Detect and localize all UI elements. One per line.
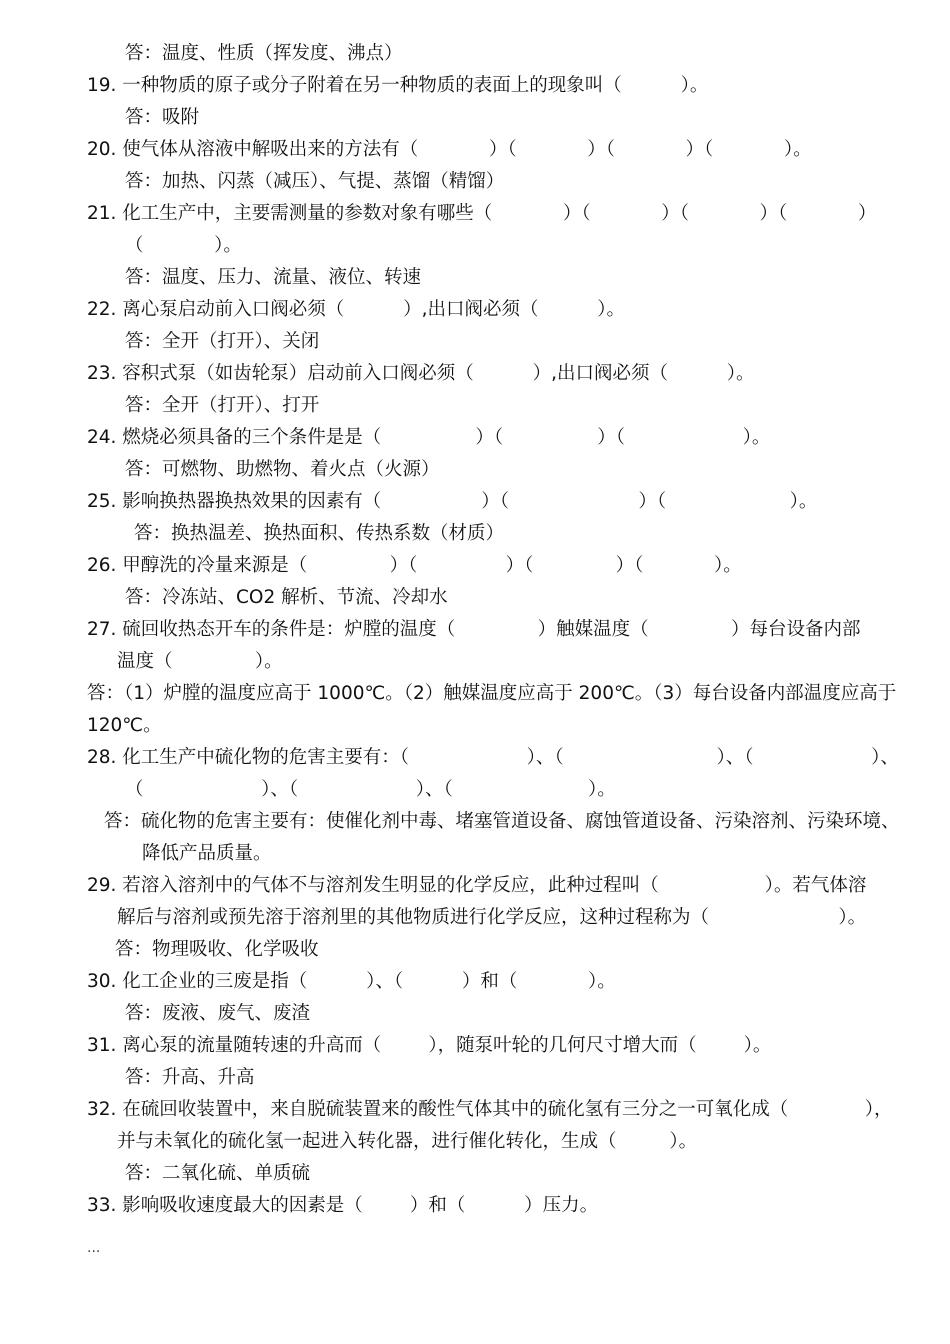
question-21: 21. 化工生产中，主要需测量的参数对象有哪些（ ）（ ）（ ）（ ） bbox=[87, 203, 877, 224]
answer-25: 答：换热温差、换热面积、传热系数（材质） bbox=[134, 523, 505, 544]
answer-30: 答：废液、废气、废渣 bbox=[125, 1003, 311, 1024]
question-20: 20. 使气体从溶液中解吸出来的方法有（ ）（ ）（ ）（ ）。 bbox=[87, 139, 812, 160]
answer-26: 答：冷冻站、CO2 解析、节流、冷却水 bbox=[125, 587, 448, 608]
question-21-cont: （ ）。 bbox=[125, 235, 242, 256]
question-33: 33. 影响吸收速度最大的因素是（ ）和（ ）压力。 bbox=[87, 1195, 599, 1216]
ellipsis: ... bbox=[87, 1240, 101, 1256]
question-28: 28. 化工生产中硫化物的危害主要有：（ ）、（ ）、（ ）、 bbox=[87, 747, 899, 768]
answer-18: 答：温度、性质（挥发度、沸点） bbox=[125, 43, 403, 64]
answer-22: 答：全开（打开）、关闭 bbox=[125, 331, 320, 352]
question-26: 26. 甲醇洗的冷量来源是（ ）（ ）（ ）（ ）。 bbox=[87, 555, 742, 576]
answer-29: 答：物理吸收、化学吸收 bbox=[115, 939, 319, 960]
answer-27: 答：（1）炉膛的温度应高于 1000℃。（2）触媒温度应高于 200℃。（3）每台设备内部温度应高于 bbox=[87, 683, 897, 704]
question-23: 23. 容积式泵（如齿轮泵）启动前入口阀必须（ ）,出口阀必须（ ）。 bbox=[87, 363, 755, 384]
question-25: 25. 影响换热器换热效果的因素有（ ）（ ）（ ）。 bbox=[87, 491, 818, 512]
answer-32: 答：二氧化硫、单质硫 bbox=[125, 1163, 311, 1184]
question-19: 19. 一种物质的原子或分子附着在另一种物质的表面上的现象叫（ ）。 bbox=[87, 75, 709, 96]
question-24: 24. 燃烧必须具备的三个条件是是（ ）（ ）（ ）。 bbox=[87, 427, 771, 448]
question-29: 29. 若溶入溶剂中的气体不与溶剂发生明显的化学反应，此种过程叫（ ）。若气体溶 bbox=[87, 875, 867, 896]
answer-19: 答：吸附 bbox=[125, 107, 200, 128]
answer-23: 答：全开（打开）、打开 bbox=[125, 395, 320, 416]
answer-24: 答：可燃物、助燃物、着火点（火源） bbox=[125, 459, 440, 480]
question-30: 30. 化工企业的三废是指（ ）、（ ）和（ ）。 bbox=[87, 971, 616, 992]
answer-28: 答：硫化物的危害主要有：使催化剂中毒、堵塞管道设备、腐蚀管道设备、污染溶剂、污染环境、 bbox=[104, 811, 900, 832]
answer-28-cont: 降低产品质量。 bbox=[142, 843, 272, 864]
question-27-cont: 温度（ ）。 bbox=[117, 651, 283, 672]
question-27: 27. 硫回收热态开车的条件是：炉膛的温度（ ）触媒温度（ ）每台设备内部 bbox=[87, 619, 861, 640]
answer-21: 答：温度、压力、流量、液位、转速 bbox=[125, 267, 422, 288]
question-31: 31. 离心泵的流量随转速的升高而（ ），随泵叶轮的几何尺寸增大而（ ）。 bbox=[87, 1035, 772, 1056]
answer-20: 答：加热、闪蒸（减压）、气提、蒸馏（精馏） bbox=[125, 171, 505, 192]
question-22: 22. 离心泵启动前入口阀必须（ ）,出口阀必须（ ）。 bbox=[87, 299, 626, 320]
question-29-cont: 解后与溶剂或预先溶于溶剂里的其他物质进行化学反应，这种过程称为（ ）。 bbox=[117, 907, 867, 928]
answer-31: 答：升高、升高 bbox=[125, 1067, 255, 1088]
question-32-cont: 并与未氧化的硫化氢一起进入转化器，进行催化转化，生成（ ）。 bbox=[117, 1131, 698, 1152]
answer-27-cont: 120℃。 bbox=[87, 715, 162, 736]
question-28-cont: （ ）、（ ）、（ ）。 bbox=[125, 779, 616, 800]
question-32: 32. 在硫回收装置中，来自脱硫装置来的酸性气体其中的硫化氢有三分之一可氧化成（ ）， bbox=[87, 1099, 893, 1120]
